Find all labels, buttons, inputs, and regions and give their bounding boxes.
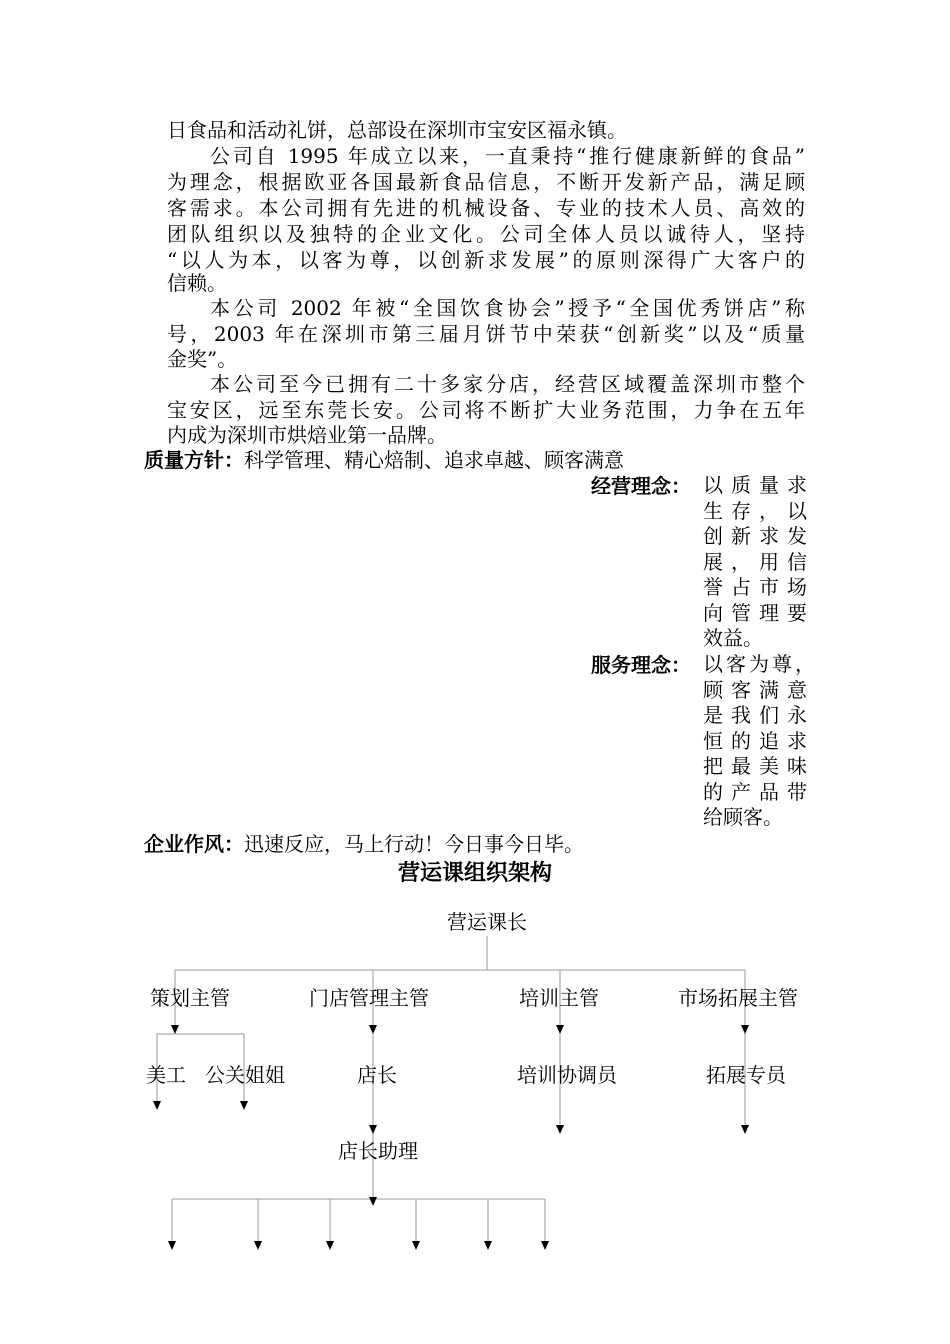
service-label: 服务理念： [591, 653, 691, 677]
paragraph-line: 客需求。本公司拥有先进的机械设备、专业的技术人员、高效的 [167, 196, 805, 220]
arrowhead-icon [369, 1125, 377, 1134]
org-assistant-node: 店长助理 [338, 1139, 418, 1163]
arrowhead-icon [556, 1025, 564, 1034]
org-staff-node: 拓展专员 [706, 1063, 786, 1087]
quality-label: 质量方针： [144, 448, 244, 472]
paragraph-line: 内成为深圳市烘焙业第一品牌。 [167, 423, 447, 447]
paragraph-line: 信赖。 [167, 271, 227, 295]
business-line: 以质量求 [703, 473, 807, 497]
business-line: 生存，以 [703, 498, 807, 523]
arrowhead-icon [556, 1125, 564, 1134]
arrowhead-icon [153, 1101, 161, 1110]
arrowhead-icon [326, 1241, 334, 1250]
org-root-node: 营运课长 [447, 910, 527, 934]
business-line: 创新求发 [703, 524, 807, 548]
arrowhead-icon [369, 1025, 377, 1034]
arrowhead-icon [240, 1101, 248, 1110]
paragraph-line: 本公司至今已拥有二十多家分店，经营区域覆盖深圳市整个 [210, 372, 805, 396]
business-line: 誉占市场 [703, 575, 807, 599]
paragraph-line: “以人为本，以客为尊，以创新求发展”的原则深得广大客户的 [167, 248, 805, 272]
business-label: 经营理念： [591, 474, 691, 498]
org-staff-node: 美工 [146, 1063, 186, 1087]
org-staff-node: 店长 [357, 1063, 397, 1087]
style-label: 企业作风： [144, 832, 244, 856]
arrowhead-icon [741, 1025, 749, 1034]
service-line: 给顾客。 [703, 805, 783, 829]
org-manager-node: 市场拓展主管 [678, 986, 798, 1010]
arrowhead-icon [741, 1125, 749, 1134]
arrowhead-icon [254, 1241, 262, 1250]
org-manager-node: 培训主管 [519, 986, 599, 1010]
paragraph-line: 宝安区，远至东莞长安。公司将不断扩大业务范围，力争在五年 [167, 398, 805, 422]
paragraph-line: 本公司 2002 年被“全国饮食协会”授予“全国优秀饼店”称 [210, 296, 805, 320]
arrowhead-icon [412, 1241, 420, 1250]
service-line: 恒的追求 [703, 728, 807, 753]
paragraph-line: 金奖”。 [167, 347, 238, 371]
paragraph-line: 团队组织以及独特的企业文化。公司全体人员以诚待人，坚持 [167, 222, 805, 246]
style-text: 迅速反应，马上行动！今日事今日毕。 [244, 832, 584, 856]
paragraph-line: 为理念，根据欧亚各国最新食品信息，不断开发新产品，满足顾 [167, 170, 805, 194]
paragraph-line: 日食品和活动礼饼，总部设在深圳市宝安区福永镇。 [167, 118, 627, 142]
paragraph-line: 公司自 1995 年成立以来，一直秉持“推行健康新鲜的食品” [210, 144, 805, 168]
org-manager-node: 门店管理主管 [309, 986, 429, 1010]
service-line: 的产品带 [703, 779, 807, 804]
arrowhead-icon [168, 1241, 176, 1250]
arrowhead-icon [369, 1197, 377, 1206]
org-staff-node: 培训协调员 [517, 1063, 617, 1087]
service-line: 顾客满意 [703, 677, 807, 702]
org-staff-node: 公关姐姐 [205, 1063, 285, 1087]
org-chart-title: 营运课组织架构 [397, 861, 552, 886]
business-line: 向管理要 [703, 600, 807, 625]
quality-text: 科学管理、精心焙制、追求卓越、顾客满意 [244, 448, 624, 472]
arrowhead-icon [541, 1241, 549, 1250]
org-manager-node: 策划主管 [150, 986, 230, 1010]
service-line: 是我们永 [703, 703, 807, 727]
arrowhead-icon [484, 1241, 492, 1250]
service-line: 把最美味 [703, 754, 807, 778]
service-line: 以客为尊， [703, 652, 815, 676]
arrowhead-icon [171, 1025, 179, 1034]
business-line: 效益。 [703, 626, 763, 650]
business-line: 展，用信 [703, 549, 807, 574]
paragraph-line: 号，2003 年在深圳市第三届月饼节中荣获“创新奖”以及“质量 [167, 322, 805, 346]
